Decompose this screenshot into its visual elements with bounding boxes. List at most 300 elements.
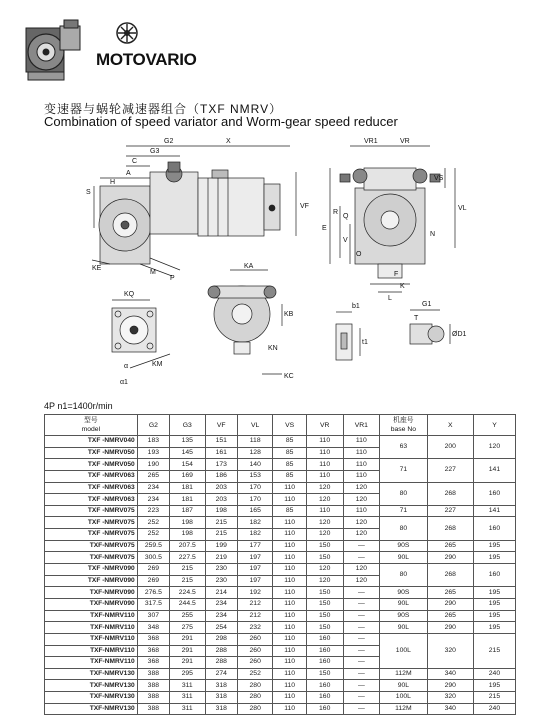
value-cell: 212 — [237, 598, 273, 610]
value-cell: — — [343, 633, 380, 645]
value-cell: 232 — [237, 622, 273, 634]
group-y-cell: 195 — [473, 540, 515, 552]
value-cell: 120 — [306, 575, 343, 587]
value-cell: 317.5 — [137, 598, 169, 610]
model-cell: TXF-NMRV075 — [45, 540, 138, 552]
value-cell: 388 — [137, 703, 169, 715]
value-cell: 197 — [237, 564, 273, 576]
value-cell: 154 — [170, 459, 206, 471]
value-cell: 160 — [306, 703, 343, 715]
value-cell: 274 — [205, 668, 237, 680]
table-row — [45, 680, 516, 692]
value-cell: 219 — [205, 552, 237, 564]
value-cell: 252 — [137, 529, 169, 541]
label-o: O — [356, 251, 362, 258]
value-cell: 311 — [170, 703, 206, 715]
value-cell: 388 — [137, 692, 169, 704]
value-cell: 120 — [306, 517, 343, 529]
model-cell: TXF-NMRV110 — [45, 633, 138, 645]
group-x-cell: 320 — [427, 633, 473, 668]
group-y-cell: 240 — [473, 703, 515, 715]
group-y-cell: 215 — [473, 692, 515, 704]
value-cell: 151 — [205, 436, 237, 448]
value-cell: 85 — [273, 470, 306, 482]
value-cell: 203 — [205, 494, 237, 506]
header-model: 型号 model — [45, 415, 138, 436]
group-x-cell: 268 — [427, 517, 473, 540]
group-y-cell: 160 — [473, 564, 515, 587]
label-kb: KB — [284, 311, 294, 318]
value-cell: 198 — [170, 517, 206, 529]
value-cell: 110 — [273, 575, 306, 587]
group-x-cell: 290 — [427, 680, 473, 692]
value-cell: 291 — [170, 657, 206, 669]
value-cell: 259.5 — [137, 540, 169, 552]
group-base-cell: 90L — [380, 552, 427, 564]
value-cell: 140 — [237, 459, 273, 471]
header — [0, 0, 560, 96]
table-row — [45, 459, 516, 471]
value-cell: 183 — [137, 436, 169, 448]
value-cell: 110 — [273, 564, 306, 576]
value-cell: 110 — [273, 657, 306, 669]
group-base-cell: 100L — [380, 633, 427, 668]
value-cell: 110 — [273, 517, 306, 529]
value-cell: 170 — [237, 494, 273, 506]
value-cell: 120 — [306, 482, 343, 494]
value-cell: 234 — [137, 482, 169, 494]
model-cell: TXF -NMRV075 — [45, 517, 138, 529]
label-s: S — [86, 189, 91, 196]
value-cell: 311 — [170, 692, 206, 704]
value-cell: 230 — [205, 564, 237, 576]
value-cell: 120 — [343, 517, 380, 529]
group-x-cell: 200 — [427, 436, 473, 459]
value-cell: 110 — [273, 494, 306, 506]
value-cell: 223 — [137, 505, 169, 517]
value-cell: 110 — [273, 529, 306, 541]
value-cell: 120 — [343, 575, 380, 587]
label-b1: b1 — [352, 303, 360, 310]
value-cell: 288 — [205, 645, 237, 657]
label-vf: VF — [300, 203, 309, 210]
label-t1: t1 — [362, 339, 368, 346]
value-cell: 150 — [306, 587, 343, 599]
value-cell: — — [343, 587, 380, 599]
value-cell: 207.5 — [170, 540, 206, 552]
value-cell: 120 — [343, 564, 380, 576]
group-x-cell: 265 — [427, 540, 473, 552]
group-y-cell: 120 — [473, 436, 515, 459]
value-cell: 187 — [170, 505, 206, 517]
group-x-cell: 268 — [427, 482, 473, 505]
value-cell: — — [343, 692, 380, 704]
value-cell: 150 — [306, 598, 343, 610]
value-cell: 110 — [273, 680, 306, 692]
value-cell: 85 — [273, 447, 306, 459]
table-body — [45, 436, 516, 715]
value-cell: 110 — [343, 447, 380, 459]
group-base-cell: 90L — [380, 622, 427, 634]
group-x-cell: 265 — [427, 610, 473, 622]
group-y-cell: 160 — [473, 482, 515, 505]
value-cell: 110 — [273, 540, 306, 552]
value-cell: 110 — [273, 598, 306, 610]
value-cell: 212 — [237, 610, 273, 622]
value-cell: 311 — [170, 680, 206, 692]
value-cell: 120 — [343, 529, 380, 541]
value-cell: 128 — [237, 447, 273, 459]
label-k: K — [400, 283, 405, 290]
model-cell: TXF -NMRV040 — [45, 436, 138, 448]
value-cell: 255 — [170, 610, 206, 622]
value-cell: 169 — [170, 470, 206, 482]
value-cell: 85 — [273, 459, 306, 471]
value-cell: 368 — [137, 633, 169, 645]
model-cell: TXF-NMRV110 — [45, 622, 138, 634]
group-y-cell: 195 — [473, 587, 515, 599]
group-base-cell: 90S — [380, 610, 427, 622]
label-h: H — [110, 179, 116, 186]
label-n: N — [430, 231, 436, 238]
value-cell: 265 — [137, 470, 169, 482]
model-cell: TXF -NMRV075 — [45, 505, 138, 517]
group-base-cell: 80 — [380, 564, 427, 587]
table-row — [45, 622, 516, 634]
value-cell: 298 — [205, 633, 237, 645]
table-row — [45, 598, 516, 610]
label-alpha: α — [124, 363, 129, 370]
value-cell: 260 — [237, 645, 273, 657]
value-cell: 215 — [170, 575, 206, 587]
table-row — [45, 517, 516, 529]
motovario-seal-icon — [116, 22, 138, 44]
group-y-cell: 215 — [473, 633, 515, 668]
table-row — [45, 587, 516, 599]
header-vr1: VR1 — [343, 415, 380, 436]
value-cell: — — [343, 540, 380, 552]
table-row — [45, 564, 516, 576]
value-cell: 85 — [273, 505, 306, 517]
value-cell: 368 — [137, 645, 169, 657]
value-cell: 269 — [137, 575, 169, 587]
label-r: R — [333, 209, 339, 216]
model-cell: TXF-NMRV110 — [45, 610, 138, 622]
header-g3: G3 — [170, 415, 206, 436]
header-vs: VS — [273, 415, 306, 436]
value-cell: 118 — [237, 436, 273, 448]
spec-table — [44, 414, 516, 715]
header-vf: VF — [205, 415, 237, 436]
model-cell: TXF -NMRV063 — [45, 482, 138, 494]
label-m: M — [150, 269, 156, 276]
value-cell: 153 — [237, 470, 273, 482]
value-cell: 197 — [237, 575, 273, 587]
value-cell: 318 — [205, 692, 237, 704]
value-cell: 307 — [137, 610, 169, 622]
value-cell: 234 — [137, 494, 169, 506]
group-x-cell: 290 — [427, 622, 473, 634]
group-x-cell: 227 — [427, 505, 473, 517]
group-x-cell: 290 — [427, 598, 473, 610]
value-cell: 280 — [237, 703, 273, 715]
label-vl: VL — [458, 205, 467, 212]
value-cell: 110 — [273, 668, 306, 680]
group-base-cell: 100L — [380, 692, 427, 704]
label-d1: ØD1 — [452, 331, 467, 338]
label-vr1: VR1 — [364, 138, 378, 145]
value-cell: 110 — [273, 692, 306, 704]
gear-reducer-icon — [22, 18, 86, 84]
label-g1: G1 — [422, 301, 432, 308]
group-base-cell: 112M — [380, 668, 427, 680]
value-cell: 110 — [306, 447, 343, 459]
value-cell: 215 — [205, 517, 237, 529]
group-base-cell: 80 — [380, 482, 427, 505]
group-y-cell: 195 — [473, 552, 515, 564]
value-cell: 145 — [170, 447, 206, 459]
value-cell: 150 — [306, 610, 343, 622]
value-cell: 318 — [205, 703, 237, 715]
group-base-cell: 112M — [380, 703, 427, 715]
label-g3: G3 — [150, 148, 160, 155]
value-cell: — — [343, 668, 380, 680]
value-cell: 160 — [306, 645, 343, 657]
value-cell: 110 — [273, 633, 306, 645]
value-cell: 234 — [205, 610, 237, 622]
page-title-chinese: 变速器与蜗轮减速器组合（TXF NMRV） — [44, 102, 283, 116]
value-cell: 269 — [137, 564, 169, 576]
value-cell: 244.5 — [170, 598, 206, 610]
value-cell: 173 — [205, 459, 237, 471]
model-cell: TXF -NMRV050 — [45, 447, 138, 459]
model-cell: TXF-NMRV110 — [45, 645, 138, 657]
model-cell: TXF -NMRV063 — [45, 470, 138, 482]
value-cell: 110 — [306, 505, 343, 517]
value-cell: 276.5 — [137, 587, 169, 599]
speed-note: 4P n1=1400r/min — [44, 401, 113, 411]
model-cell: TXF-NMRV130 — [45, 692, 138, 704]
value-cell: 110 — [343, 505, 380, 517]
group-y-cell: 141 — [473, 505, 515, 517]
value-cell: 295 — [170, 668, 206, 680]
value-cell: 170 — [237, 482, 273, 494]
group-y-cell: 195 — [473, 610, 515, 622]
value-cell: 199 — [205, 540, 237, 552]
table-row — [45, 505, 516, 517]
header-base: 机座号 base No — [380, 415, 427, 436]
label-ka: KA — [244, 263, 254, 270]
value-cell: 160 — [306, 680, 343, 692]
label-km: KM — [152, 361, 163, 368]
value-cell: 254 — [205, 622, 237, 634]
value-cell: 135 — [170, 436, 206, 448]
header-vr: VR — [306, 415, 343, 436]
value-cell: 368 — [137, 657, 169, 669]
value-cell: 150 — [306, 552, 343, 564]
value-cell: 160 — [306, 692, 343, 704]
group-base-cell: 71 — [380, 459, 427, 482]
model-cell: TXF-NMRV110 — [45, 657, 138, 669]
value-cell: 110 — [273, 552, 306, 564]
value-cell: 110 — [273, 622, 306, 634]
value-cell: 214 — [205, 587, 237, 599]
value-cell: 252 — [137, 517, 169, 529]
value-cell: 224.5 — [170, 587, 206, 599]
label-x: X — [226, 138, 231, 145]
group-y-cell: 195 — [473, 680, 515, 692]
header-vl: VL — [237, 415, 273, 436]
value-cell: — — [343, 680, 380, 692]
group-x-cell: 290 — [427, 552, 473, 564]
table-row — [45, 552, 516, 564]
value-cell: 110 — [343, 459, 380, 471]
value-cell: 348 — [137, 622, 169, 634]
value-cell: 388 — [137, 668, 169, 680]
value-cell: 260 — [237, 633, 273, 645]
label-e: E — [322, 225, 327, 232]
dimension-drawings — [0, 128, 560, 400]
value-cell: 198 — [205, 505, 237, 517]
model-cell: TXF-NMRV130 — [45, 680, 138, 692]
value-cell: 110 — [306, 470, 343, 482]
group-y-cell: 195 — [473, 598, 515, 610]
value-cell: 215 — [170, 564, 206, 576]
table-row — [45, 703, 516, 715]
model-cell: TXF-NMRV090 — [45, 598, 138, 610]
group-x-cell: 320 — [427, 692, 473, 704]
group-x-cell: 340 — [427, 668, 473, 680]
value-cell: 110 — [273, 587, 306, 599]
value-cell: 275 — [170, 622, 206, 634]
value-cell: 291 — [170, 645, 206, 657]
table-row — [45, 692, 516, 704]
value-cell: 120 — [306, 529, 343, 541]
value-cell: 388 — [137, 680, 169, 692]
model-cell: TXF -NMRV075 — [45, 529, 138, 541]
value-cell: 177 — [237, 540, 273, 552]
label-q: Q — [343, 213, 349, 220]
model-cell: TXF-NMRV090 — [45, 587, 138, 599]
group-x-cell: 227 — [427, 459, 473, 482]
value-cell: 252 — [237, 668, 273, 680]
group-x-cell: 265 — [427, 587, 473, 599]
value-cell: 85 — [273, 436, 306, 448]
value-cell: 291 — [170, 633, 206, 645]
value-cell: — — [343, 552, 380, 564]
label-kq: KQ — [124, 291, 135, 298]
value-cell: 110 — [273, 610, 306, 622]
group-y-cell: 160 — [473, 517, 515, 540]
group-base-cell: 63 — [380, 436, 427, 459]
group-base-cell: 90L — [380, 680, 427, 692]
header-x: X — [427, 415, 473, 436]
group-x-cell: 340 — [427, 703, 473, 715]
label-c: C — [132, 158, 138, 165]
value-cell: 165 — [237, 505, 273, 517]
value-cell: 280 — [237, 692, 273, 704]
value-cell: 120 — [306, 564, 343, 576]
value-cell: 120 — [306, 494, 343, 506]
value-cell: 110 — [306, 459, 343, 471]
value-cell: 181 — [170, 494, 206, 506]
label-kc: KC — [284, 373, 294, 380]
value-cell: 160 — [306, 657, 343, 669]
model-cell: TXF -NMRV090 — [45, 575, 138, 587]
table-row — [45, 482, 516, 494]
value-cell: — — [343, 598, 380, 610]
label-g2: G2 — [164, 138, 174, 145]
group-y-cell: 240 — [473, 668, 515, 680]
table-row — [45, 540, 516, 552]
table-row — [45, 610, 516, 622]
model-cell: TXF -NMRV050 — [45, 459, 138, 471]
header-g2: G2 — [137, 415, 169, 436]
table-header-row — [45, 415, 516, 436]
value-cell: 234 — [205, 598, 237, 610]
label-ke: KE — [92, 265, 102, 272]
value-cell: — — [343, 622, 380, 634]
brand-logo: MOTOVARIO — [96, 50, 197, 69]
value-cell: 203 — [205, 482, 237, 494]
value-cell: — — [343, 610, 380, 622]
group-y-cell: 141 — [473, 459, 515, 482]
label-alpha1: α1 — [120, 379, 128, 386]
label-v: V — [343, 237, 348, 244]
table-row — [45, 436, 516, 448]
value-cell: 150 — [306, 668, 343, 680]
value-cell: 161 — [205, 447, 237, 459]
value-cell: 198 — [170, 529, 206, 541]
value-cell: 192 — [237, 587, 273, 599]
group-base-cell: 90S — [380, 540, 427, 552]
value-cell: 110 — [273, 482, 306, 494]
value-cell: 181 — [170, 482, 206, 494]
value-cell: 110 — [343, 436, 380, 448]
value-cell: 227.5 — [170, 552, 206, 564]
model-cell: TXF-NMRV075 — [45, 552, 138, 564]
value-cell: 110 — [306, 436, 343, 448]
value-cell: 150 — [306, 540, 343, 552]
model-cell: TXF -NMRV063 — [45, 494, 138, 506]
value-cell: 318 — [205, 680, 237, 692]
value-cell: 182 — [237, 517, 273, 529]
value-cell: 110 — [343, 470, 380, 482]
value-cell: 193 — [137, 447, 169, 459]
value-cell: 260 — [237, 657, 273, 669]
label-f: F — [394, 271, 399, 278]
group-base-cell: 90S — [380, 587, 427, 599]
label-vr: VR — [400, 138, 410, 145]
value-cell: 160 — [306, 633, 343, 645]
value-cell: 300.5 — [137, 552, 169, 564]
model-cell: TXF-NMRV130 — [45, 668, 138, 680]
group-y-cell: 195 — [473, 622, 515, 634]
label-t: T — [414, 315, 419, 322]
value-cell: 190 — [137, 459, 169, 471]
model-cell: TXF -NMRV090 — [45, 564, 138, 576]
value-cell: 110 — [273, 645, 306, 657]
group-base-cell: 90L — [380, 598, 427, 610]
group-base-cell: 80 — [380, 517, 427, 540]
label-l: L — [388, 295, 392, 302]
value-cell: 186 — [205, 470, 237, 482]
table-row — [45, 633, 516, 645]
group-x-cell: 268 — [427, 564, 473, 587]
model-cell: TXF-NMRV130 — [45, 703, 138, 715]
group-base-cell: 71 — [380, 505, 427, 517]
value-cell: 230 — [205, 575, 237, 587]
